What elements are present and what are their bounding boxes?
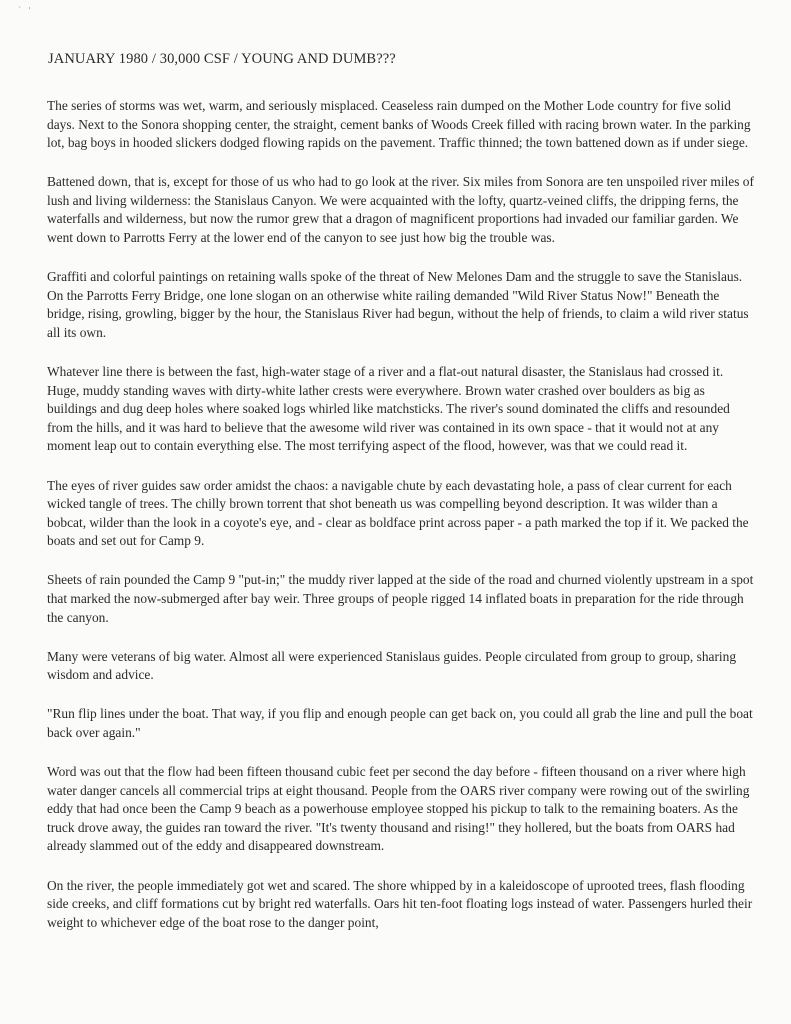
paragraph-2: Battened down, that is, except for those of us who had to go look at the river. Six miles from Sonora are ten unspoiled river miles of lush and living wilderness: the Stanislaus Canyon. We were acquainted with the lofty, quartz-veined cliffs, the dripping ferns, the waterfalls and wilderness, but now the rumor grew that a dragon of magnificent proportions had invaded our familiar garden. We went down to Parrotts Ferry at the lower end of the canyon to see just how big the trouble was. [47,174,754,246]
paragraph-9: Word was out that the flow had been fifteen thousand cubic feet per second the day before - fifteen thousand on a river where high water danger cancels all commercial trips at eight thousand. People from the OARS river company were rowing out of the swirling eddy that had once been the Camp 9 beach as a powerhouse employee stopped his pickup to talk to the remaining boaters. As the truck drove away, the guides ran toward the river. "It's twenty thousand and rising!" they hollered, but the boats from OARS had already slammed out of the eddy and disappeared downstream. [47,764,750,854]
paragraph-7: Many were veterans of big water. Almost all were experienced Stanislaus guides. People circulated from group to group, sharing wisdom and advice. [47,648,737,683]
paragraph-4: Whatever line there is between the fast, high-water stage of a river and a flat-out natural disaster, the Stanislaus had crossed it. Huge, muddy standing waves with dirty-white lather crests were everywhere. Brown water crashed over boulders as big as buildings and dug deep holes where soaked logs whirled like matchsticks. The river's sound dominated the cliffs and resounded from the hills, and it was hard to believe that the awesome wild river was contained in its own space - that it would not at any moment leap out to contain everything else. The most terrifying aspect of the flood, however, was that we could read it. [47,364,730,454]
paragraph-1: The series of storms was wet, warm, and seriously misplaced. Ceaseless rain dumped on the Mother Lode country for five solid days. Next to the Sonora shopping center, the straight, cement banks of Woods Creek filled with racing brown water. In the parking lot, bag boys in hooded slickers dodged flowing rapids on the pavement. Traffic thinned; the town battened down as if under siege. [47,98,751,151]
paragraph-5: The eyes of river guides saw order amidst the chaos: a navigable chute by each devastating hole, a pass of clear current for each wicked tangle of trees. The chilly brown torrent that shot beneath us was compelling beyond description. It was wilder than a bobcat, wilder than the look in a coyote's eye, and - clear as boldface print across paper - a path marked the top if it. We packed the boats and set out for Camp 9. [47,477,749,549]
document-title: JANUARY 1980 / 30,000 CSF / YOUNG AND DUMB??? [48,51,396,67]
paragraph-10: On the river, the people immediately got wet and scared. The shore whipped by in a kaleidoscope of uprooted trees, flash flooding side creeks, and cliff formations cut by bright red waterfalls. Oars hit ten-foot floating logs instead of water. Passengers hurled their weight to whichever edge of the boat rose to the danger point, [47,877,753,930]
paragraph-8: "Run flip lines under the boat. That way, if you flip and enough people can get back on, you could all grab the line and pull the boat back over again." [47,706,753,740]
scan-corner-mark: ` ' [18,6,33,15]
document-body [47,97,757,953]
paragraph-6: Sheets of rain pounded the Camp 9 "put-in;" the muddy river lapped at the side of the road and churned violently upstream in a spot that marked the now-submerged after bay weir. Three groups of people rigged 14 inflated boats in preparation for the ride through the canyon. [47,572,754,625]
paragraph-3: Graffiti and colorful paintings on retaining walls spoke of the threat of New Melones Dam and the struggle to save the Stanislaus. On the Parrotts Ferry Bridge, one lone slogan on an otherwise white railing demanded "Wild River Status Now!" Beneath the bridge, rising, growling, bigger by the hour, the Stanislaus River had begun, without the help of friends, to claim a wild river status all its own. [47,269,749,340]
